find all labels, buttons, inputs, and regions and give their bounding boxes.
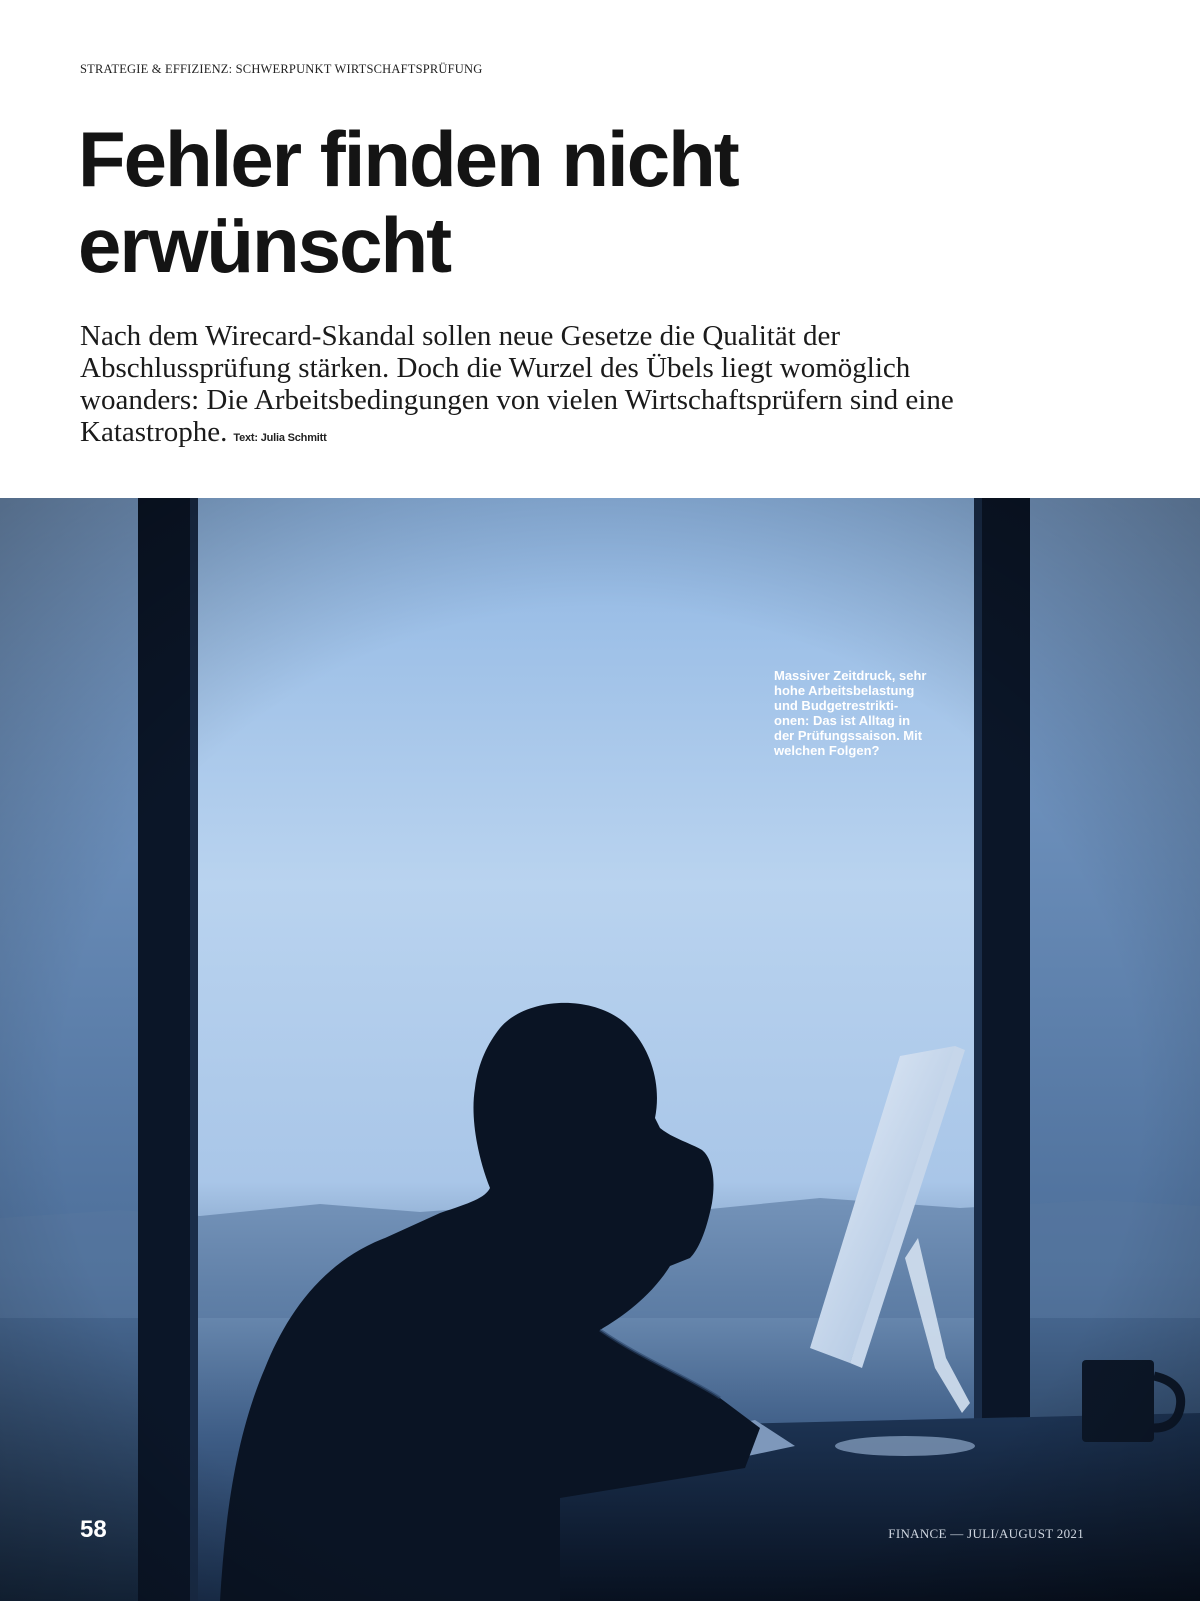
- page-number: 58: [80, 1516, 107, 1543]
- article-photo: [0, 498, 1200, 1601]
- caption-line: und Budgetrestrikti-: [774, 698, 899, 713]
- intro-line-text: Katastrophe.: [80, 416, 228, 448]
- headline-line: Fehler finden nicht: [78, 115, 738, 203]
- caption-line: welchen Folgen?: [774, 743, 880, 758]
- headline-line: erwünscht: [78, 201, 451, 289]
- caption-line: hohe Arbeitsbelastung: [774, 683, 915, 698]
- intro-line: Nach dem Wirecard-Skandal sollen neue Gesetze die Qualität der: [80, 320, 841, 352]
- section-kicker: STRATEGIE & EFFIZIENZ: SCHWERPUNKT WIRTSCHAFTSPRÜFUNG: [80, 62, 483, 76]
- intro-line-last: [80, 416, 1140, 454]
- photo-caption: [774, 668, 964, 758]
- article-intro: [80, 320, 1140, 454]
- photo-vignette: [0, 498, 1200, 1601]
- caption-line: der Prüfungssaison. Mit: [774, 728, 923, 743]
- intro-line: woanders: Die Arbeitsbedingungen von vielen Wirtschaftsprüfern sind eine: [80, 384, 954, 416]
- caption-line: onen: Das ist Alltag in: [774, 713, 911, 728]
- intro-line: Abschlussprüfung stärken. Doch die Wurzel des Übels liegt womöglich: [80, 352, 911, 384]
- article-headline: [78, 116, 738, 288]
- photo-illustration: [0, 498, 1200, 1601]
- publication-footer: FINANCE — JULI/AUGUST 2021: [888, 1526, 1084, 1541]
- caption-line: Massiver Zeitdruck, sehr: [774, 668, 927, 683]
- author-byline: Text: Julia Schmitt: [233, 432, 327, 444]
